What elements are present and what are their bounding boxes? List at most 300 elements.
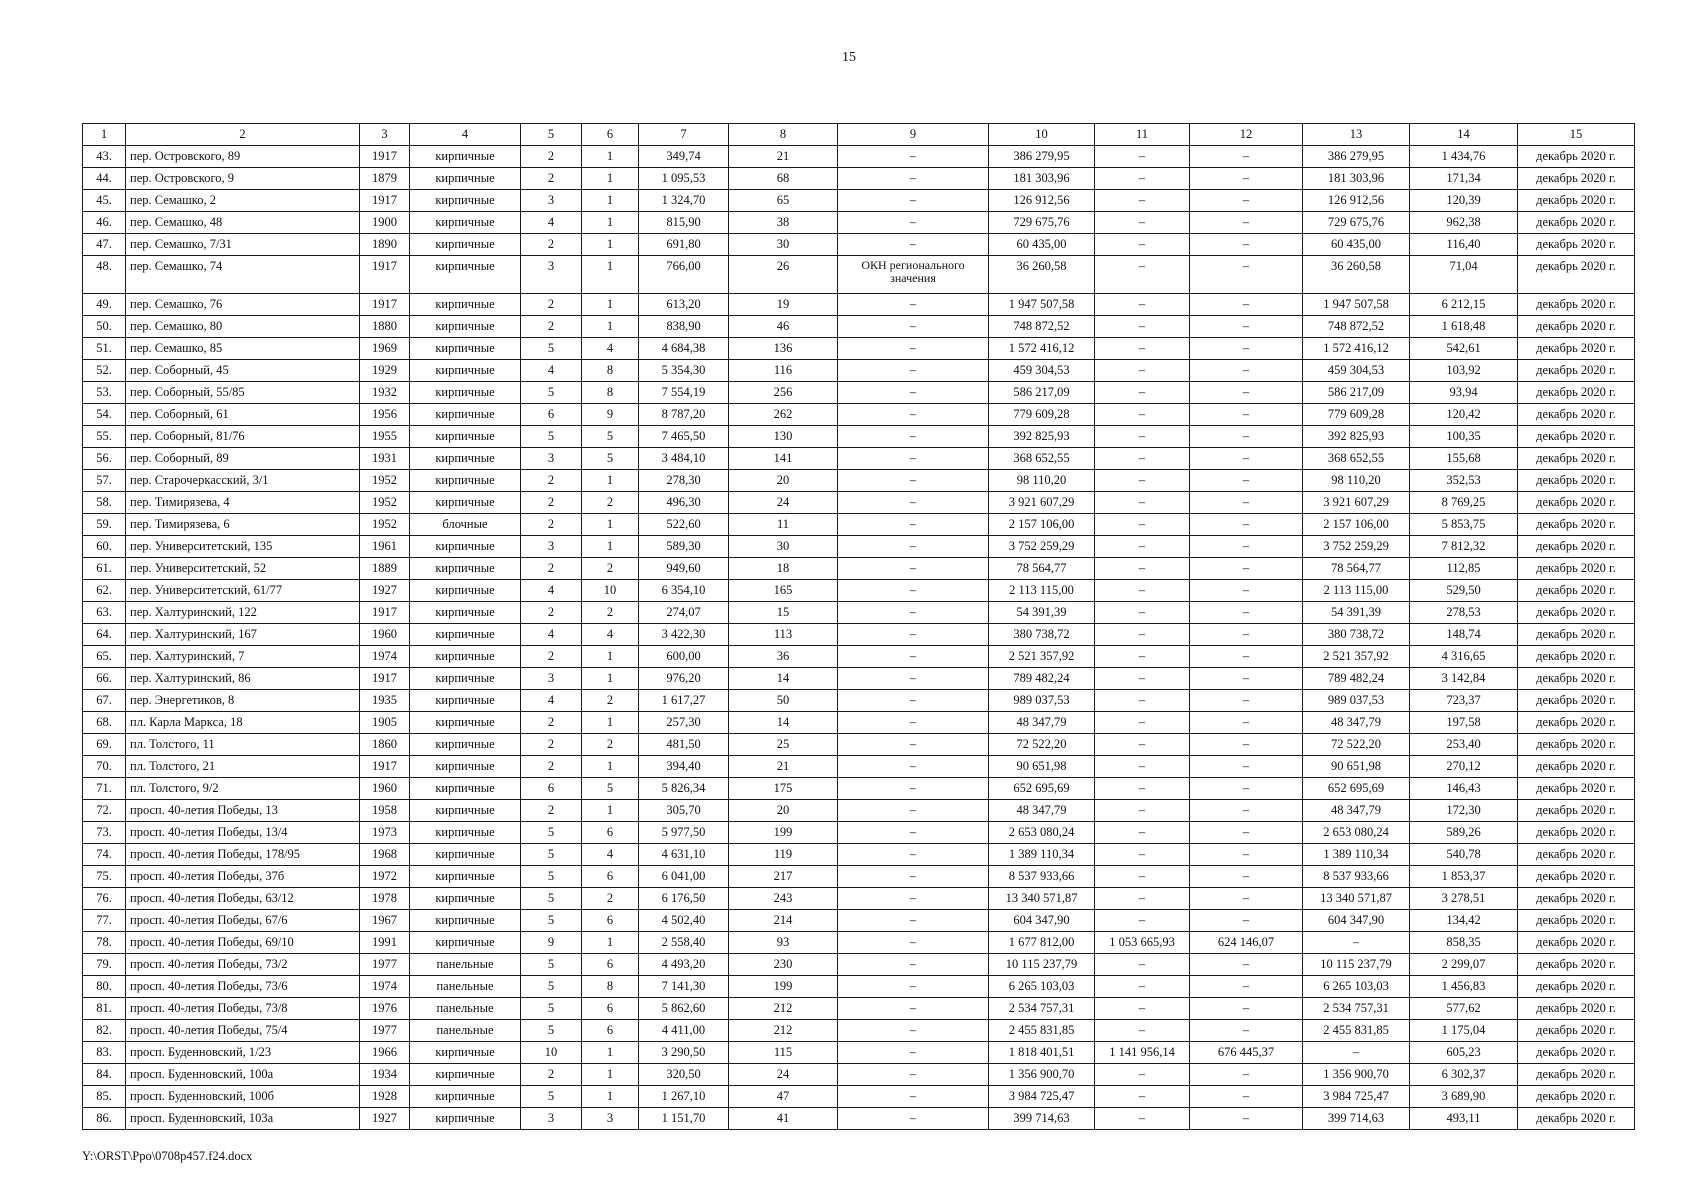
table-cell: 20 — [729, 800, 838, 822]
table-cell: 257,30 — [639, 712, 729, 734]
table-cell: – — [1190, 734, 1303, 756]
table-cell: – — [1095, 234, 1190, 256]
table-cell: 2 521 357,92 — [1303, 646, 1410, 668]
table-cell: – — [838, 536, 989, 558]
table-cell: 5 354,30 — [639, 360, 729, 382]
table-cell: – — [1303, 932, 1410, 954]
table-cell: просп. 40-летия Победы, 73/6 — [126, 976, 360, 998]
table-cell: – — [838, 212, 989, 234]
table-cell: кирпичные — [410, 778, 521, 800]
table-cell: – — [1095, 492, 1190, 514]
table-cell: 399 714,63 — [1303, 1108, 1410, 1130]
table-cell: 529,50 — [1410, 580, 1518, 602]
table-cell: кирпичные — [410, 910, 521, 932]
table-cell: 1969 — [360, 338, 410, 360]
table-cell: 1 — [582, 168, 639, 190]
table-cell: – — [1095, 778, 1190, 800]
table-cell: – — [1190, 470, 1303, 492]
table-cell: 53. — [83, 382, 126, 404]
table-cell: 5 — [521, 998, 582, 1020]
table-cell: 1960 — [360, 778, 410, 800]
table-cell: 2 — [521, 234, 582, 256]
table-cell: 2 — [521, 646, 582, 668]
table-cell: 175 — [729, 778, 838, 800]
table-cell: 7 141,30 — [639, 976, 729, 998]
table-row — [83, 338, 1635, 360]
table-cell: 72. — [83, 800, 126, 822]
table-cell: – — [1190, 1064, 1303, 1086]
table-cell: – — [1095, 256, 1190, 294]
table-cell: 14 — [729, 712, 838, 734]
table-cell: – — [1095, 212, 1190, 234]
table-cell: – — [1095, 338, 1190, 360]
table-cell: 8 537 933,66 — [989, 866, 1095, 888]
table-cell: 30 — [729, 536, 838, 558]
table-row — [83, 1108, 1635, 1130]
table-row — [83, 976, 1635, 998]
table-row — [83, 712, 1635, 734]
table-cell: 1968 — [360, 844, 410, 866]
table-cell: пер. Университетский, 52 — [126, 558, 360, 580]
table-cell: 85. — [83, 1086, 126, 1108]
table-cell: 44. — [83, 168, 126, 190]
table-cell: 36 260,58 — [1303, 256, 1410, 294]
table-cell: просп. Буденновский, 103а — [126, 1108, 360, 1130]
table-cell: 779 609,28 — [989, 404, 1095, 426]
table-cell: 51. — [83, 338, 126, 360]
table-cell: 21 — [729, 756, 838, 778]
table-cell: просп. Буденновский, 100б — [126, 1086, 360, 1108]
table-cell: 976,20 — [639, 668, 729, 690]
table-cell: 1 677 812,00 — [989, 932, 1095, 954]
table-cell: просп. 40-летия Победы, 73/2 — [126, 954, 360, 976]
table-cell: 815,90 — [639, 212, 729, 234]
table-cell: – — [1190, 910, 1303, 932]
table-cell: пер. Семашко, 76 — [126, 294, 360, 316]
table-cell: 2 — [582, 492, 639, 514]
table-cell: пер. Семашко, 80 — [126, 316, 360, 338]
table-cell: декабрь 2020 г. — [1518, 404, 1635, 426]
table-cell: – — [838, 954, 989, 976]
table-cell: 1967 — [360, 910, 410, 932]
table-cell: 165 — [729, 580, 838, 602]
table-cell: кирпичные — [410, 404, 521, 426]
table-cell: 399 714,63 — [989, 1108, 1095, 1130]
table-cell: 49. — [83, 294, 126, 316]
table-cell: 1 — [582, 212, 639, 234]
table-cell: кирпичные — [410, 360, 521, 382]
table-cell: 199 — [729, 976, 838, 998]
table-cell: 77. — [83, 910, 126, 932]
table-cell: 1 — [582, 536, 639, 558]
table-cell: – — [838, 668, 989, 690]
table-cell: пер. Островского, 89 — [126, 146, 360, 168]
table-cell: 577,62 — [1410, 998, 1518, 1020]
table-cell: 5 — [521, 426, 582, 448]
table-cell: просп. 40-летия Победы, 37б — [126, 866, 360, 888]
table-cell: 3 752 259,29 — [989, 536, 1095, 558]
table-cell: 36 260,58 — [989, 256, 1095, 294]
table-cell: 989 037,53 — [989, 690, 1095, 712]
table-row — [83, 404, 1635, 426]
table-cell: 1952 — [360, 470, 410, 492]
table-cell: 82. — [83, 1020, 126, 1042]
table-cell: 1917 — [360, 190, 410, 212]
table-cell: – — [1095, 448, 1190, 470]
table-cell: 62. — [83, 580, 126, 602]
table-cell: – — [838, 866, 989, 888]
table-cell: 2 — [582, 734, 639, 756]
table-row — [83, 256, 1635, 294]
table-cell: пер. Халтуринский, 122 — [126, 602, 360, 624]
table-cell: 14 — [729, 668, 838, 690]
table-row — [83, 470, 1635, 492]
table-cell: 2 — [582, 558, 639, 580]
table-cell: 5 — [521, 338, 582, 360]
table-cell: декабрь 2020 г. — [1518, 168, 1635, 190]
table-row — [83, 448, 1635, 470]
table-cell: 3 921 607,29 — [989, 492, 1095, 514]
table-cell: просп. 40-летия Победы, 13 — [126, 800, 360, 822]
table-cell: 13 340 571,87 — [1303, 888, 1410, 910]
table-cell: – — [838, 404, 989, 426]
table-cell: пл. Карла Маркса, 18 — [126, 712, 360, 734]
table-cell: 789 482,24 — [989, 668, 1095, 690]
table-cell: кирпичные — [410, 294, 521, 316]
table-cell: декабрь 2020 г. — [1518, 976, 1635, 998]
table-cell: 26 — [729, 256, 838, 294]
table-cell: – — [838, 360, 989, 382]
column-header: 6 — [582, 124, 639, 146]
table-cell: 2 — [521, 756, 582, 778]
table-cell: 148,74 — [1410, 624, 1518, 646]
table-cell: 1928 — [360, 1086, 410, 1108]
table-cell: 1 — [582, 1086, 639, 1108]
table-cell: кирпичные — [410, 580, 521, 602]
table-cell: 7 812,32 — [1410, 536, 1518, 558]
table-cell: – — [1095, 734, 1190, 756]
table-cell: 386 279,95 — [1303, 146, 1410, 168]
table-cell: – — [1190, 234, 1303, 256]
table-row — [83, 212, 1635, 234]
table-cell: 57. — [83, 470, 126, 492]
table-cell: декабрь 2020 г. — [1518, 844, 1635, 866]
table-cell: 5 — [521, 888, 582, 910]
table-cell: – — [1190, 448, 1303, 470]
table-row — [83, 426, 1635, 448]
table-cell: 779 609,28 — [1303, 404, 1410, 426]
table-cell: 3 422,30 — [639, 624, 729, 646]
table-cell: 212 — [729, 1020, 838, 1042]
table-cell: – — [838, 1086, 989, 1108]
table-cell: 1 853,37 — [1410, 866, 1518, 888]
table-cell: 4 493,20 — [639, 954, 729, 976]
table-cell: кирпичные — [410, 190, 521, 212]
table-cell: – — [838, 602, 989, 624]
table-cell: декабрь 2020 г. — [1518, 580, 1635, 602]
table-cell: 48 347,79 — [1303, 800, 1410, 822]
table-cell: 78 564,77 — [989, 558, 1095, 580]
table-cell: – — [1095, 844, 1190, 866]
table-cell: декабрь 2020 г. — [1518, 536, 1635, 558]
table-cell: 540,78 — [1410, 844, 1518, 866]
table-cell: 5 — [521, 866, 582, 888]
table-cell: 141 — [729, 448, 838, 470]
table-cell: 8 — [582, 382, 639, 404]
table-cell: – — [1190, 514, 1303, 536]
table-cell: декабрь 2020 г. — [1518, 778, 1635, 800]
table-cell: 5 826,34 — [639, 778, 729, 800]
table-cell: 84. — [83, 1064, 126, 1086]
table-cell: 1 095,53 — [639, 168, 729, 190]
table-cell: панельные — [410, 998, 521, 1020]
table-cell: – — [1190, 690, 1303, 712]
table-cell: 2 — [582, 690, 639, 712]
table-cell: 1927 — [360, 1108, 410, 1130]
table-cell: 6 — [521, 778, 582, 800]
table-cell: кирпичные — [410, 866, 521, 888]
table-row — [83, 624, 1635, 646]
table-cell: 1 053 665,93 — [1095, 932, 1190, 954]
table-cell: 3 — [582, 1108, 639, 1130]
table-cell: декабрь 2020 г. — [1518, 910, 1635, 932]
table-cell: 4 — [521, 212, 582, 234]
table-cell: – — [838, 168, 989, 190]
table-cell: 18 — [729, 558, 838, 580]
table-cell: 1 356 900,70 — [1303, 1064, 1410, 1086]
table-cell: 5 — [521, 1020, 582, 1042]
table-cell: 2 — [521, 316, 582, 338]
table-cell: 90 651,98 — [989, 756, 1095, 778]
table-cell: 962,38 — [1410, 212, 1518, 234]
table-cell: 1 — [582, 756, 639, 778]
table-cell: – — [1095, 822, 1190, 844]
table-cell: 1 356 900,70 — [989, 1064, 1095, 1086]
table-cell: 8 537 933,66 — [1303, 866, 1410, 888]
table-row — [83, 168, 1635, 190]
table-cell: 2 — [582, 602, 639, 624]
table-cell: 55. — [83, 426, 126, 448]
table-cell: пл. Толстого, 9/2 — [126, 778, 360, 800]
table-cell: 5 — [521, 844, 582, 866]
table-cell: 50. — [83, 316, 126, 338]
table-cell: 9 — [582, 404, 639, 426]
table-cell: пер. Тимирязева, 6 — [126, 514, 360, 536]
table-cell: просп. 40-летия Победы, 178/95 — [126, 844, 360, 866]
table-cell: 2 157 106,00 — [1303, 514, 1410, 536]
table-cell: 155,68 — [1410, 448, 1518, 470]
table-row — [83, 690, 1635, 712]
table-row — [83, 1020, 1635, 1042]
table-cell: 2 534 757,31 — [989, 998, 1095, 1020]
table-cell: 52. — [83, 360, 126, 382]
table-cell: 3 290,50 — [639, 1042, 729, 1064]
table-cell: 243 — [729, 888, 838, 910]
table-cell: 613,20 — [639, 294, 729, 316]
table-cell: 13 340 571,87 — [989, 888, 1095, 910]
table-cell: 48. — [83, 256, 126, 294]
table-cell: 134,42 — [1410, 910, 1518, 932]
table-cell: 1 175,04 — [1410, 1020, 1518, 1042]
table-cell: 729 675,76 — [1303, 212, 1410, 234]
table-cell: декабрь 2020 г. — [1518, 998, 1635, 1020]
table-cell: кирпичные — [410, 470, 521, 492]
table-cell: пер. Семашко, 7/31 — [126, 234, 360, 256]
table-cell: 48 347,79 — [1303, 712, 1410, 734]
table-cell: 3 — [521, 256, 582, 294]
table-cell: 1978 — [360, 888, 410, 910]
table-cell: 10 115 237,79 — [1303, 954, 1410, 976]
table-cell: 50 — [729, 690, 838, 712]
table-cell: панельные — [410, 954, 521, 976]
table-cell: 24 — [729, 1064, 838, 1086]
table-cell: пер. Тимирязева, 4 — [126, 492, 360, 514]
table-row — [83, 316, 1635, 338]
table-cell: кирпичные — [410, 492, 521, 514]
table-cell: 79. — [83, 954, 126, 976]
table-cell: кирпичные — [410, 338, 521, 360]
table-cell: – — [1095, 426, 1190, 448]
table-cell: 766,00 — [639, 256, 729, 294]
table-cell: – — [1190, 844, 1303, 866]
table-cell: 1880 — [360, 316, 410, 338]
table-row — [83, 536, 1635, 558]
table-cell: – — [838, 316, 989, 338]
table-cell: 214 — [729, 910, 838, 932]
table-cell: декабрь 2020 г. — [1518, 888, 1635, 910]
table-cell: 320,50 — [639, 1064, 729, 1086]
table-cell: 586 217,09 — [1303, 382, 1410, 404]
table-cell: кирпичные — [410, 624, 521, 646]
table-cell: 1 324,70 — [639, 190, 729, 212]
table-cell: – — [838, 558, 989, 580]
table-cell: 113 — [729, 624, 838, 646]
table-cell: 989 037,53 — [1303, 690, 1410, 712]
table-cell: 1 618,48 — [1410, 316, 1518, 338]
table-cell: панельные — [410, 1020, 521, 1042]
table-cell: 6 — [521, 404, 582, 426]
table-cell: 1 — [582, 668, 639, 690]
table-cell: 43. — [83, 146, 126, 168]
table-cell: – — [838, 624, 989, 646]
table-row — [83, 822, 1635, 844]
table-cell: 4 — [521, 624, 582, 646]
housing-table — [82, 123, 1635, 1130]
table-cell: – — [1190, 536, 1303, 558]
table-cell: 6 — [582, 866, 639, 888]
table-cell: 1934 — [360, 1064, 410, 1086]
table-cell: – — [1190, 338, 1303, 360]
table-row — [83, 888, 1635, 910]
table-cell: 115 — [729, 1042, 838, 1064]
table-cell: 1 — [582, 646, 639, 668]
table-cell: 126 912,56 — [989, 190, 1095, 212]
table-row — [83, 646, 1635, 668]
table-cell: 6 — [582, 910, 639, 932]
table-cell: 691,80 — [639, 234, 729, 256]
table-cell: 60. — [83, 536, 126, 558]
table-cell: 1 — [582, 712, 639, 734]
table-cell: 1 — [582, 800, 639, 822]
table-cell: 2 — [521, 1064, 582, 1086]
table-cell: 368 652,55 — [1303, 448, 1410, 470]
table-cell: – — [1095, 404, 1190, 426]
table-cell: 2 455 831,85 — [1303, 1020, 1410, 1042]
table-cell: декабрь 2020 г. — [1518, 212, 1635, 234]
table-cell: кирпичные — [410, 1108, 521, 1130]
table-cell: 10 115 237,79 — [989, 954, 1095, 976]
column-header: 15 — [1518, 124, 1635, 146]
table-cell: 59. — [83, 514, 126, 536]
table-cell: 1952 — [360, 492, 410, 514]
table-cell: просп. Буденновский, 1/23 — [126, 1042, 360, 1064]
table-cell: пер. Соборный, 45 — [126, 360, 360, 382]
table-cell: 493,11 — [1410, 1108, 1518, 1130]
table-cell: 10 — [582, 580, 639, 602]
table-cell: декабрь 2020 г. — [1518, 470, 1635, 492]
table-row — [83, 294, 1635, 316]
column-header: 12 — [1190, 124, 1303, 146]
table-cell: – — [838, 910, 989, 932]
table-cell: 4 411,00 — [639, 1020, 729, 1042]
table-cell: кирпичные — [410, 1086, 521, 1108]
table-cell: – — [1095, 800, 1190, 822]
table-cell: 386 279,95 — [989, 146, 1095, 168]
table-cell: 5 — [582, 778, 639, 800]
table-cell: 6 302,37 — [1410, 1064, 1518, 1086]
table-cell: 7 554,19 — [639, 382, 729, 404]
table-cell: 6 212,15 — [1410, 294, 1518, 316]
table-cell: – — [1095, 580, 1190, 602]
table-cell: – — [838, 1064, 989, 1086]
table-cell: 2 — [521, 492, 582, 514]
table-cell: 1977 — [360, 1020, 410, 1042]
table-row — [83, 910, 1635, 932]
table-cell: 76. — [83, 888, 126, 910]
table-cell: 1960 — [360, 624, 410, 646]
table-cell: декабрь 2020 г. — [1518, 668, 1635, 690]
table-cell: 3 — [521, 1108, 582, 1130]
table-cell: 1961 — [360, 536, 410, 558]
table-cell: 72 522,20 — [1303, 734, 1410, 756]
table-cell: – — [838, 492, 989, 514]
table-cell: – — [1190, 404, 1303, 426]
table-cell: 6 265 103,03 — [989, 976, 1095, 998]
table-cell: 1956 — [360, 404, 410, 426]
table-cell: 19 — [729, 294, 838, 316]
table-cell: кирпичные — [410, 800, 521, 822]
table-cell: 1973 — [360, 822, 410, 844]
table-cell: 1900 — [360, 212, 410, 234]
table-cell: декабрь 2020 г. — [1518, 190, 1635, 212]
table-cell: 1879 — [360, 168, 410, 190]
table-cell: 78 564,77 — [1303, 558, 1410, 580]
table-cell: – — [1190, 1108, 1303, 1130]
table-cell: – — [1190, 624, 1303, 646]
table-cell: 64. — [83, 624, 126, 646]
table-cell: кирпичные — [410, 168, 521, 190]
table-cell: кирпичные — [410, 668, 521, 690]
table-row — [83, 514, 1635, 536]
table-row — [83, 1042, 1635, 1064]
table-cell: 38 — [729, 212, 838, 234]
table-cell: 1 617,27 — [639, 690, 729, 712]
table-cell: 130 — [729, 426, 838, 448]
table-cell: – — [838, 778, 989, 800]
table-row — [83, 866, 1635, 888]
table-cell: 748 872,52 — [989, 316, 1095, 338]
table-row — [83, 382, 1635, 404]
